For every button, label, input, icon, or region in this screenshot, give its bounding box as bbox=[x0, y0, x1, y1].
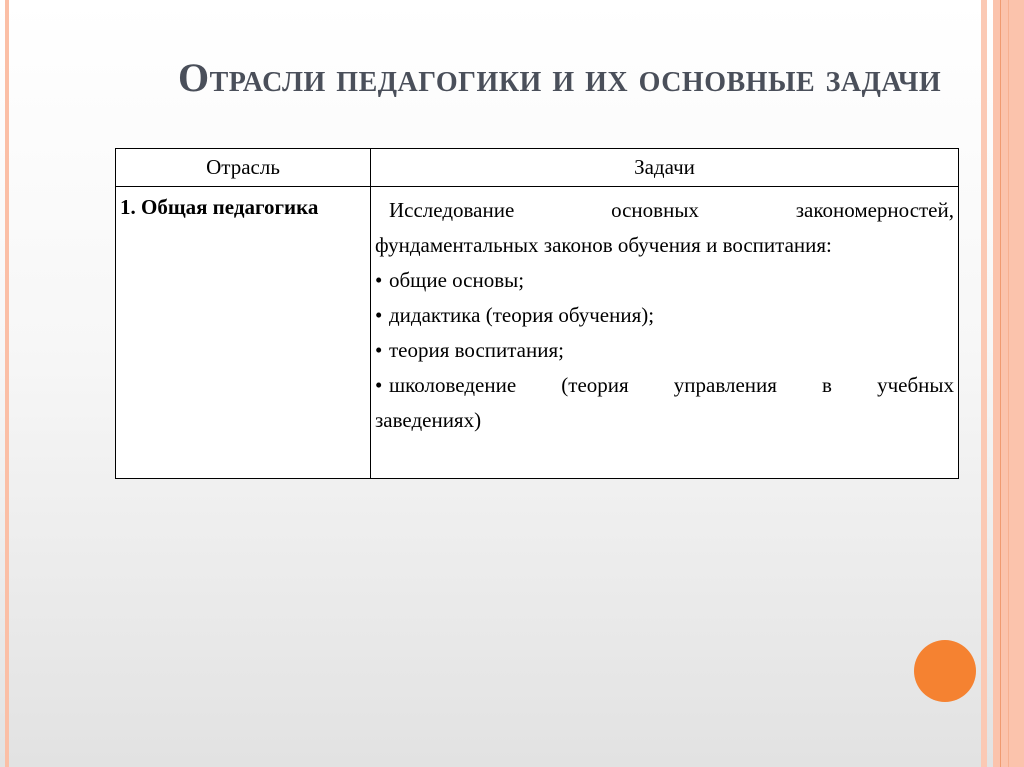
bullet-icon: • bbox=[375, 338, 383, 362]
bullet-icon: • bbox=[375, 373, 383, 397]
slide-title: Отрасли педагогики и их основные задачи bbox=[178, 55, 942, 100]
right-stripe-line-2 bbox=[1008, 0, 1009, 767]
bullet-icon: • bbox=[375, 268, 383, 292]
list-item: • общие основы; bbox=[375, 263, 954, 298]
bullet-icon: • bbox=[375, 303, 383, 327]
list-item: • дидактика (теория обучения); bbox=[375, 298, 954, 333]
branch-cell: 1. Общая педагогика bbox=[116, 187, 371, 479]
table-row bbox=[116, 187, 959, 479]
tasks-intro-2: фундаментальных законов обучения и воспитания: bbox=[375, 233, 832, 257]
list-item: • теория воспитания; bbox=[375, 333, 954, 368]
table-header-row bbox=[116, 149, 959, 187]
right-stripe-1 bbox=[981, 0, 987, 767]
tasks-cell bbox=[371, 187, 959, 479]
list-item: • школоведение (теория управления в учебных bbox=[375, 368, 954, 403]
list-item-continuation: заведениях) bbox=[375, 408, 482, 432]
branches-table bbox=[115, 148, 959, 479]
header-tasks: Задачи bbox=[371, 149, 959, 187]
left-stripe bbox=[5, 0, 9, 767]
right-stripe-line bbox=[1000, 0, 1001, 767]
decorative-circle bbox=[914, 640, 976, 702]
tasks-intro-1: Исследование основных закономерностей, bbox=[389, 198, 954, 222]
header-branch: Отрасль bbox=[116, 149, 371, 187]
